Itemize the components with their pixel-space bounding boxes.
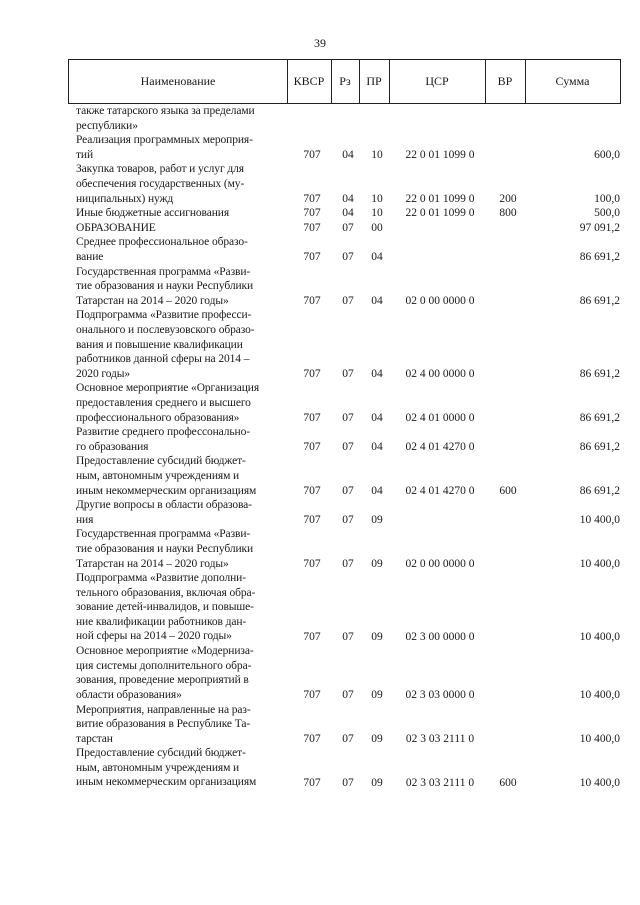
cell-pr: 04 xyxy=(371,250,383,263)
cell-sum: 86 691,2 xyxy=(579,367,620,380)
row-name-line: Предоставление субсидий бюджет- xyxy=(76,747,246,760)
row-name xyxy=(76,104,280,133)
row-name-line: 2020 годы» xyxy=(76,367,131,380)
row-name-line: тельного образования, включая обра- xyxy=(76,586,256,599)
cell-csr: 02 4 01 4270 0 xyxy=(405,484,475,497)
cell-pr: 09 xyxy=(371,732,383,745)
cell-csr: 02 3 00 0000 0 xyxy=(405,630,475,643)
table-row xyxy=(0,644,640,702)
cell-vr: 800 xyxy=(499,207,517,220)
row-name xyxy=(76,746,280,790)
row-name-line: Реализация программных мероприя- xyxy=(76,134,253,147)
cell-kvsr: 707 xyxy=(303,294,321,307)
cell-vr: 600 xyxy=(499,776,517,789)
row-name xyxy=(76,571,280,644)
row-name xyxy=(76,308,280,381)
cell-pr: 04 xyxy=(371,440,383,453)
cell-sum: 86 691,2 xyxy=(579,411,620,424)
row-name-line: Государственная программа «Разви- xyxy=(76,528,251,541)
row-name-line: обеспечения государственных (му- xyxy=(76,177,245,190)
row-name-line: профессионального образования» xyxy=(76,411,240,424)
row-name-line: республики» xyxy=(76,119,138,132)
cell-sum: 86 691,2 xyxy=(579,484,620,497)
row-name-line: Татарстан на 2014 – 2020 годы» xyxy=(76,557,229,570)
cell-vr: 600 xyxy=(499,484,517,497)
cell-sum: 10 400,0 xyxy=(579,776,620,789)
row-name-line: онального и послевузовского образо- xyxy=(76,323,255,336)
header-name: Наименование xyxy=(69,60,288,103)
cell-csr: 22 0 01 1099 0 xyxy=(405,207,475,220)
cell-kvsr: 707 xyxy=(303,688,321,701)
row-name-line: ной сферы на 2014 – 2020 годы» xyxy=(76,630,232,643)
row-name-line: ние квалификации работников дан- xyxy=(76,615,247,628)
cell-sum: 10 400,0 xyxy=(579,688,620,701)
cell-kvsr: 707 xyxy=(303,630,321,643)
cell-csr: 02 0 00 0000 0 xyxy=(405,557,475,570)
cell-sum: 10 400,0 xyxy=(579,732,620,745)
table-row xyxy=(0,235,640,264)
row-name-line: Развитие среднего профессонально- xyxy=(76,426,250,439)
row-name xyxy=(76,265,280,309)
cell-pr: 10 xyxy=(371,148,383,161)
cell-kvsr: 707 xyxy=(303,732,321,745)
row-name-line: предоставления среднего и высшего xyxy=(76,396,251,409)
row-name-line: ния xyxy=(76,513,94,526)
row-name-line: Иные бюджетные ассигнования xyxy=(76,207,230,220)
row-name xyxy=(76,381,280,425)
row-name xyxy=(76,221,280,236)
table-row xyxy=(0,162,640,206)
cell-pr: 10 xyxy=(371,207,383,220)
header-sum: Сумма xyxy=(555,74,590,88)
table-row xyxy=(0,265,640,309)
cell-csr: 02 3 03 2111 0 xyxy=(405,732,475,745)
cell-sum: 10 400,0 xyxy=(579,557,620,570)
table-row xyxy=(0,425,640,454)
cell-kvsr: 707 xyxy=(303,221,321,234)
table-row xyxy=(0,381,640,425)
row-name xyxy=(76,133,280,162)
table-row xyxy=(0,571,640,644)
page-number: 39 xyxy=(314,36,326,50)
table-row xyxy=(0,308,640,381)
row-name-line: витие образования в Республике Та- xyxy=(76,718,251,731)
cell-pr: 09 xyxy=(371,630,383,643)
cell-pr: 10 xyxy=(371,192,383,205)
cell-pr: 09 xyxy=(371,557,383,570)
header-vr: ВР xyxy=(485,60,526,103)
table-row xyxy=(0,104,640,133)
cell-sum: 86 691,2 xyxy=(579,294,620,307)
row-name xyxy=(76,644,280,702)
cell-rz: 07 xyxy=(342,221,354,234)
row-name xyxy=(76,527,280,571)
cell-rz: 07 xyxy=(342,250,354,263)
cell-rz: 07 xyxy=(342,411,354,424)
row-name-line: Подпрограмма «Развитие професси- xyxy=(76,309,252,322)
row-name-line: го образования xyxy=(76,440,149,453)
cell-pr: 04 xyxy=(371,367,383,380)
row-name xyxy=(76,454,280,498)
table-header xyxy=(68,59,621,104)
row-name-line: ным, автономным учреждениям и xyxy=(76,761,240,774)
row-name-line: Государственная программа «Разви- xyxy=(76,265,251,278)
row-name-line: Предоставление субсидий бюджет- xyxy=(76,455,246,468)
cell-kvsr: 707 xyxy=(303,148,321,161)
cell-pr: 09 xyxy=(371,776,383,789)
row-name-line: Мероприятия, направленные на раз- xyxy=(76,703,251,716)
table-row xyxy=(0,527,640,571)
row-name-line: тие образования и науки Республики xyxy=(76,542,254,555)
cell-kvsr: 707 xyxy=(303,557,321,570)
cell-kvsr: 707 xyxy=(303,250,321,263)
cell-csr: 02 3 03 2111 0 xyxy=(405,776,475,789)
cell-csr: 02 3 03 0000 0 xyxy=(405,688,475,701)
cell-rz: 07 xyxy=(342,294,354,307)
row-name-line: тарстан xyxy=(76,732,113,745)
table-row xyxy=(0,498,640,527)
cell-pr: 04 xyxy=(371,294,383,307)
cell-kvsr: 707 xyxy=(303,411,321,424)
cell-csr: 02 4 01 0000 0 xyxy=(405,411,475,424)
cell-rz: 07 xyxy=(342,513,354,526)
cell-sum: 100,0 xyxy=(594,192,620,205)
header-rz: Рз xyxy=(331,60,360,103)
row-name-line: тий xyxy=(76,148,94,161)
cell-kvsr: 707 xyxy=(303,207,321,220)
cell-kvsr: 707 xyxy=(303,192,321,205)
row-name-line: работников данной сферы на 2014 – xyxy=(76,353,250,366)
table-row xyxy=(0,454,640,498)
row-name xyxy=(76,162,280,206)
row-name xyxy=(76,498,280,527)
row-name-line: Основное мероприятие «Модерниза- xyxy=(76,645,254,658)
cell-kvsr: 707 xyxy=(303,776,321,789)
row-name xyxy=(76,703,280,747)
table-row xyxy=(0,703,640,747)
cell-csr: 22 0 01 1099 0 xyxy=(405,192,475,205)
cell-pr: 04 xyxy=(371,484,383,497)
row-name-line: ция системы дополнительного обра- xyxy=(76,659,252,672)
header-kvsr: КВСР xyxy=(287,60,332,103)
row-name-line: иным некоммерческим организациям xyxy=(76,484,257,497)
cell-sum: 10 400,0 xyxy=(579,630,620,643)
cell-rz: 07 xyxy=(342,732,354,745)
row-name-line: вания и повышение квалификации xyxy=(76,338,243,351)
cell-rz: 07 xyxy=(342,630,354,643)
cell-pr: 09 xyxy=(371,688,383,701)
row-name-line: ным, автономным учреждениям и xyxy=(76,469,240,482)
row-name-line: Другие вопросы в области образова- xyxy=(76,499,252,512)
row-name-line: вание xyxy=(76,250,104,263)
cell-pr: 04 xyxy=(371,411,383,424)
cell-kvsr: 707 xyxy=(303,440,321,453)
row-name xyxy=(76,425,280,454)
row-name xyxy=(76,235,280,264)
table-row xyxy=(0,133,640,162)
row-name-line: Подпрограмма «Развитие дополни- xyxy=(76,572,246,585)
table-row xyxy=(0,206,640,221)
row-name-line: Татарстан на 2014 – 2020 годы» xyxy=(76,294,229,307)
header-pr: ПР xyxy=(359,60,390,103)
cell-sum: 86 691,2 xyxy=(579,440,620,453)
cell-rz: 04 xyxy=(342,148,354,161)
cell-vr: 200 xyxy=(499,192,517,205)
cell-kvsr: 707 xyxy=(303,513,321,526)
row-name-line: ниципальных) нужд xyxy=(76,192,174,205)
row-name-line: Закупка товаров, работ и услуг для xyxy=(76,163,244,176)
cell-rz: 07 xyxy=(342,688,354,701)
cell-csr: 02 4 00 0000 0 xyxy=(405,367,475,380)
cell-rz: 04 xyxy=(342,207,354,220)
cell-kvsr: 707 xyxy=(303,484,321,497)
row-name-line: ОБРАЗОВАНИЕ xyxy=(76,221,156,234)
header-csr: ЦСР xyxy=(389,60,486,103)
cell-rz: 07 xyxy=(342,367,354,380)
row-name xyxy=(76,206,280,221)
cell-csr: 22 0 01 1099 0 xyxy=(405,148,475,161)
row-name-line: зования, проведение мероприятий в xyxy=(76,674,249,687)
cell-sum: 97 091,2 xyxy=(579,221,620,234)
table-row xyxy=(0,221,640,236)
row-name-line: тие образования и науки Республики xyxy=(76,280,254,293)
cell-rz: 07 xyxy=(342,440,354,453)
table-body xyxy=(0,104,640,790)
cell-sum: 86 691,2 xyxy=(579,250,620,263)
cell-sum: 10 400,0 xyxy=(579,513,620,526)
cell-csr: 02 0 00 0000 0 xyxy=(405,294,475,307)
row-name-line: области образования» xyxy=(76,688,182,701)
cell-rz: 07 xyxy=(342,776,354,789)
row-name-line: также татарского языка за пределами xyxy=(76,105,255,117)
row-name-line: зование детей-инвалидов, и повыше- xyxy=(76,601,254,614)
cell-pr: 09 xyxy=(371,513,383,526)
row-name-line: Основное мероприятие «Организация xyxy=(76,382,260,395)
cell-pr: 00 xyxy=(371,221,383,234)
cell-csr: 02 4 01 4270 0 xyxy=(405,440,475,453)
row-name-line: иным некоммерческим организациям xyxy=(76,776,257,789)
cell-sum: 600,0 xyxy=(594,148,620,161)
cell-rz: 07 xyxy=(342,557,354,570)
cell-rz: 04 xyxy=(342,192,354,205)
table-row xyxy=(0,746,640,790)
cell-sum: 500,0 xyxy=(594,207,620,220)
cell-rz: 07 xyxy=(342,484,354,497)
row-name-line: Среднее профессиональное образо- xyxy=(76,236,248,249)
cell-kvsr: 707 xyxy=(303,367,321,380)
